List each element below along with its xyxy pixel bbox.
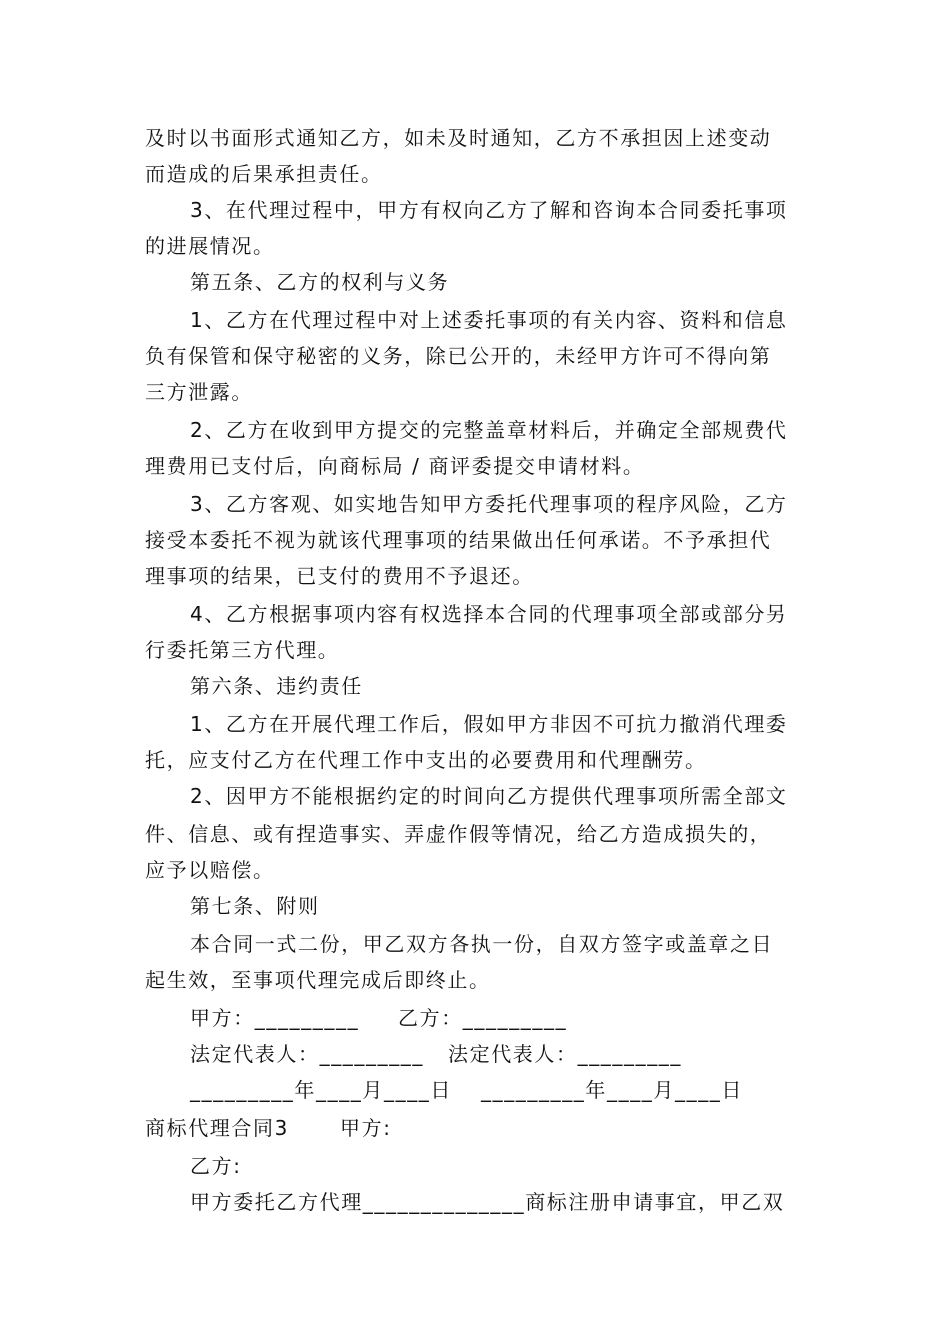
paragraph-line: 4、乙方根据事项内容有权选择本合同的代理事项全部或部分另	[190, 602, 788, 626]
paragraph-line: 应予以赔偿。	[145, 858, 275, 882]
paragraph-line: 理事项的结果，已支付的费用不予退还。	[145, 564, 534, 588]
signature-date-b: _________年____月____日	[481, 1078, 743, 1102]
paragraph-line: 理费用已支付后，向商标局 / 商评委提交申请材料。	[145, 454, 645, 478]
paragraph-line: 3、在代理过程中，甲方有权向乙方了解和咨询本合同委托事项	[190, 198, 788, 222]
paragraph-line: 接受本委托不视为就该代理事项的结果做出任何承诺。不予承担代	[145, 528, 772, 552]
section-heading: 第五条、乙方的权利与义务	[190, 270, 450, 294]
paragraph-line: 2、因甲方不能根据约定的时间向乙方提供代理事项所需全部文	[190, 784, 788, 808]
paragraph-line: 而造成的后果承担责任。	[145, 162, 383, 186]
contract-title: 商标代理合同3	[145, 1116, 289, 1140]
signature-rep-a: 法定代表人：_________	[190, 1042, 424, 1066]
paragraph-line: 1、乙方在开展代理工作后，假如甲方非因不可抗力撤消代理委	[190, 712, 788, 736]
paragraph-line: 及时以书面形式通知乙方，如未及时通知，乙方不承担因上述变动	[145, 126, 772, 150]
contract-party-b: 乙方:	[190, 1154, 242, 1178]
paragraph-line: 1、乙方在代理过程中对上述委托事项的有关内容、资料和信息	[190, 308, 788, 332]
signature-party-b: 乙方：_________	[398, 1006, 568, 1030]
paragraph-line: 起生效，至事项代理完成后即终止。	[145, 968, 491, 992]
signature-date-a: _________年____月____日	[190, 1078, 452, 1102]
paragraph-line: 三方泄露。	[145, 380, 253, 404]
paragraph-line: 件、信息、或有捏造事实、弄虚作假等情况，给乙方造成损失的，	[145, 822, 772, 846]
section-heading: 第六条、违约责任	[190, 674, 363, 698]
section-heading: 第七条、附则	[190, 894, 320, 918]
paragraph-line: 3、乙方客观、如实地告知甲方委托代理事项的程序风险，乙方	[190, 492, 788, 516]
paragraph-line: 的进展情况。	[145, 234, 275, 258]
paragraph-line: 托，应支付乙方在代理工作中支出的必要费用和代理酬劳。	[145, 748, 707, 772]
paragraph-line: 本合同一式二份，甲乙双方各执一份，自双方签字或盖章之日	[190, 932, 774, 956]
paragraph-line: 负有保管和保守秘密的义务，除已公开的，未经甲方许可不得向第	[145, 344, 772, 368]
signature-rep-b: 法定代表人：_________	[448, 1042, 682, 1066]
signature-party-a: 甲方：_________	[190, 1006, 360, 1030]
contract-party-a: 甲方:	[340, 1116, 392, 1140]
paragraph-line: 2、乙方在收到甲方提交的完整盖章材料后，并确定全部规费代	[190, 418, 788, 442]
paragraph-line: 甲方委托乙方代理______________商标注册申请事宜，甲乙双	[190, 1190, 785, 1214]
paragraph-line: 行委托第三方代理。	[145, 638, 340, 662]
